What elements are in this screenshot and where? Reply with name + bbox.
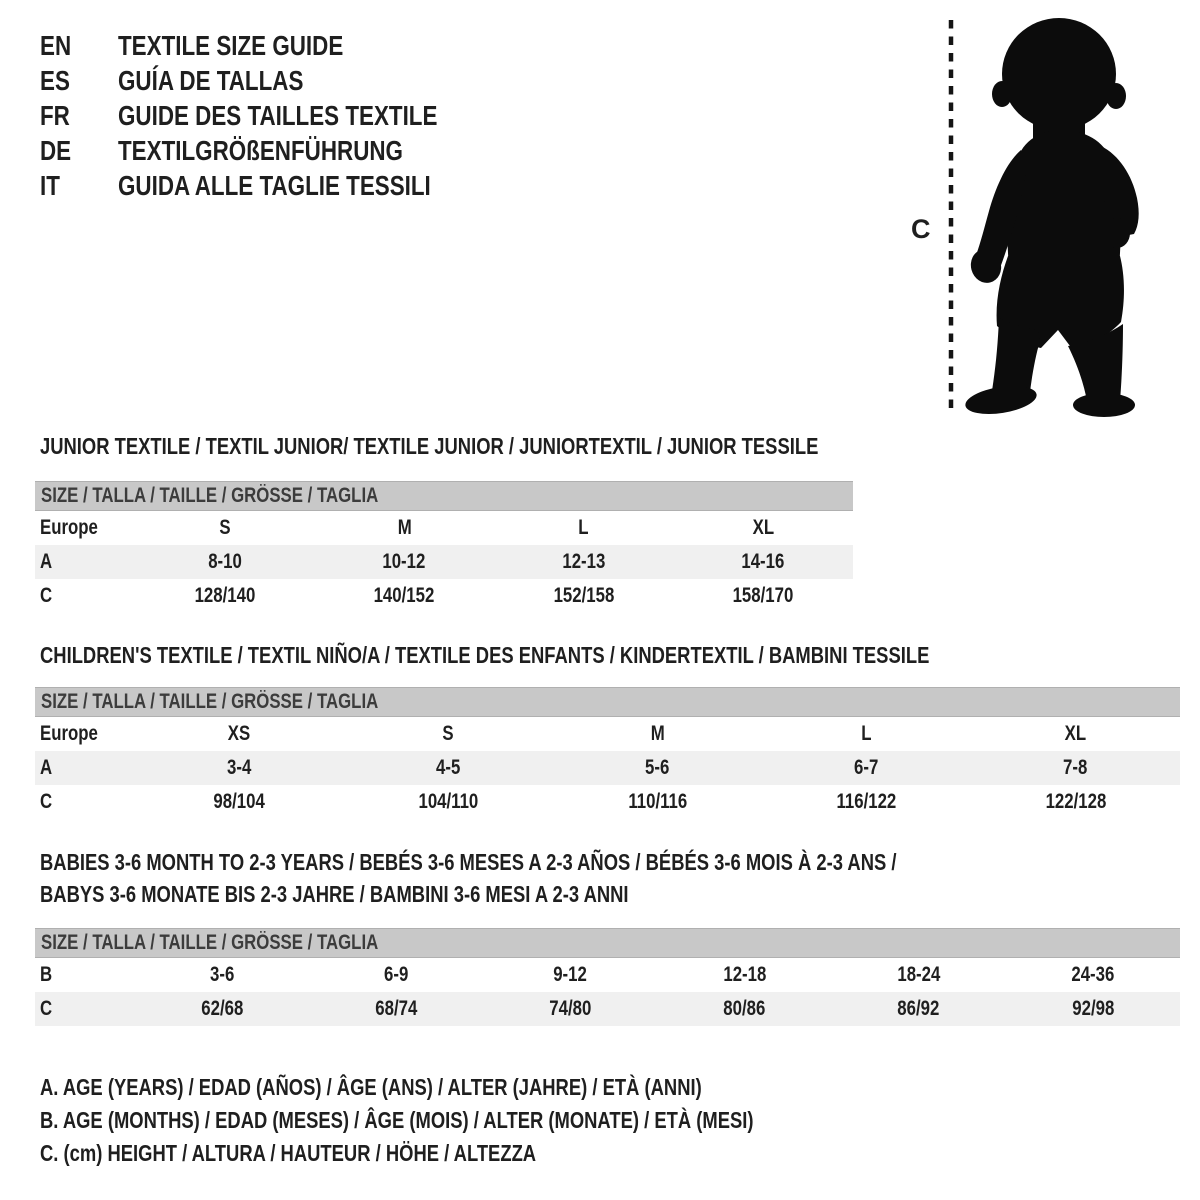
value-cell: 7-8 <box>971 751 1180 785</box>
size-cell: M <box>397 516 412 539</box>
value-cell: 62/68 <box>135 992 309 1026</box>
row-label-c: C <box>40 584 53 607</box>
height-cm-row <box>35 579 853 613</box>
row-label-b: B <box>40 963 53 986</box>
value-cell: 10-12 <box>315 545 495 579</box>
value-cell: 3-4 <box>135 751 344 785</box>
value-cell: 98/104 <box>213 790 266 813</box>
children-size-table <box>35 687 1180 819</box>
language-row-fr <box>40 98 517 133</box>
value-cell: 80/86 <box>657 992 831 1026</box>
age-years-row <box>35 545 853 579</box>
junior-section-title: JUNIOR TEXTILE / TEXTIL JUNIOR/ TEXTILE JUNIOR / JUNIORTEXTIL / JUNIOR TESSILE <box>40 433 819 459</box>
size-cell: M <box>650 722 665 745</box>
legend-height-cm: C. (cm) HEIGHT / ALTURA / HAUTEUR / HÖHE / ALTEZZA <box>40 1140 537 1166</box>
value-cell: 74/80 <box>483 992 657 1026</box>
language-row-de <box>40 133 517 168</box>
row-label-c: C <box>35 992 135 1026</box>
value-cell: 24-36 <box>1071 963 1115 986</box>
babies-size-table <box>35 928 1180 1026</box>
children-section-title: CHILDREN'S TEXTILE / TEXTIL NIÑO/A / TEXTILE DES ENFANTS / KINDERTEXTIL / BAMBINI TESSILE <box>40 642 930 668</box>
value-cell: 9-12 <box>553 963 588 986</box>
age-years-row <box>35 751 1180 785</box>
language-code: ES <box>40 64 70 96</box>
value-cell: 14-16 <box>674 545 854 579</box>
value-cell: 5-6 <box>553 751 762 785</box>
guide-title-fr: GUIDE DES TAILLES TEXTILE <box>118 99 438 131</box>
value-cell: 6-7 <box>762 751 971 785</box>
region-label: Europe <box>40 516 98 539</box>
language-row-es <box>40 63 517 98</box>
baby-figure <box>905 12 1155 420</box>
measure-legend <box>40 1071 932 1170</box>
value-cell: 8-10 <box>135 545 315 579</box>
size-cell: XL <box>752 516 774 539</box>
row-label-a: A <box>35 751 135 785</box>
value-cell: 140/152 <box>373 584 435 607</box>
legend-age-years: A. AGE (YEARS) / EDAD (AÑOS) / ÂGE (ANS) / ALTER (JAHRE) / ETÀ (ANNI) <box>40 1074 702 1100</box>
region-sizes-row <box>35 717 1180 752</box>
babies-section-title-line2: BABYS 3-6 MONATE BIS 2-3 JAHRE / BAMBINI 3-6 MESI A 2-3 ANNI <box>40 881 629 907</box>
guide-title-it: GUIDA ALLE TAGLIE TESSILI <box>118 169 431 201</box>
language-row-en <box>40 28 517 63</box>
value-cell: 152/158 <box>553 584 615 607</box>
size-header-bar <box>35 688 1180 717</box>
size-cell: L <box>861 722 872 745</box>
size-cell: S <box>442 722 455 745</box>
value-cell: 92/98 <box>1006 992 1180 1026</box>
legend-age-months: B. AGE (MONTHS) / EDAD (MESES) / ÂGE (MOIS) / ALTER (MONATE) / ETÀ (MESI) <box>40 1107 754 1133</box>
value-cell: 18-24 <box>897 963 941 986</box>
language-row-it <box>40 168 517 203</box>
value-cell: 68/74 <box>309 992 483 1026</box>
row-label-c: C <box>40 790 53 813</box>
language-code: IT <box>40 169 60 201</box>
row-label-a: A <box>35 545 135 579</box>
size-cell: XS <box>228 722 251 745</box>
size-header-label: SIZE / TALLA / TAILLE / GRÖSSE / TAGLIA <box>41 690 379 713</box>
value-cell: 6-9 <box>384 963 409 986</box>
age-months-row <box>35 958 1180 993</box>
size-header-bar <box>35 482 853 511</box>
value-cell: 4-5 <box>344 751 553 785</box>
baby-silhouette <box>963 18 1138 418</box>
value-cell: 110/116 <box>628 790 687 813</box>
value-cell: 86/92 <box>832 992 1006 1026</box>
region-sizes-row <box>35 511 853 546</box>
value-cell: 128/140 <box>194 584 256 607</box>
language-code: EN <box>40 29 72 61</box>
guide-title-en: TEXTILE SIZE GUIDE <box>118 29 344 61</box>
language-code: FR <box>40 99 70 131</box>
junior-size-table <box>35 481 853 613</box>
size-cell: XL <box>1064 722 1087 745</box>
value-cell: 104/110 <box>418 790 479 813</box>
value-cell: 3-6 <box>209 963 235 986</box>
language-code: DE <box>40 134 72 166</box>
size-header-bar <box>35 929 1180 958</box>
size-cell: L <box>578 516 589 539</box>
value-cell: 116/122 <box>836 790 897 813</box>
size-header-label: SIZE / TALLA / TAILLE / GRÖSSE / TAGLIA <box>41 484 379 507</box>
guide-title-es: GUÍA DE TALLAS <box>118 64 304 96</box>
babies-section-title-line1: BABIES 3-6 MONTH TO 2-3 YEARS / BEBÉS 3-6 MESES A 2-3 AÑOS / BÉBÉS 3-6 MOIS À 2-3 ANS / <box>40 849 897 875</box>
region-label: Europe <box>40 722 98 745</box>
language-title-list <box>40 28 517 203</box>
height-measure-label: C <box>911 214 931 244</box>
size-cell: S <box>219 516 231 539</box>
value-cell: 122/128 <box>1045 790 1106 813</box>
value-cell: 158/170 <box>732 584 794 607</box>
value-cell: 12-18 <box>723 963 767 986</box>
value-cell: 12-13 <box>494 545 674 579</box>
guide-title-de: TEXTILGRÖßENFÜHRUNG <box>118 134 403 166</box>
height-cm-row <box>35 785 1180 819</box>
height-cm-row <box>35 992 1180 1026</box>
size-header-label: SIZE / TALLA / TAILLE / GRÖSSE / TAGLIA <box>41 931 379 954</box>
baby-silhouette-icon <box>905 12 1155 420</box>
